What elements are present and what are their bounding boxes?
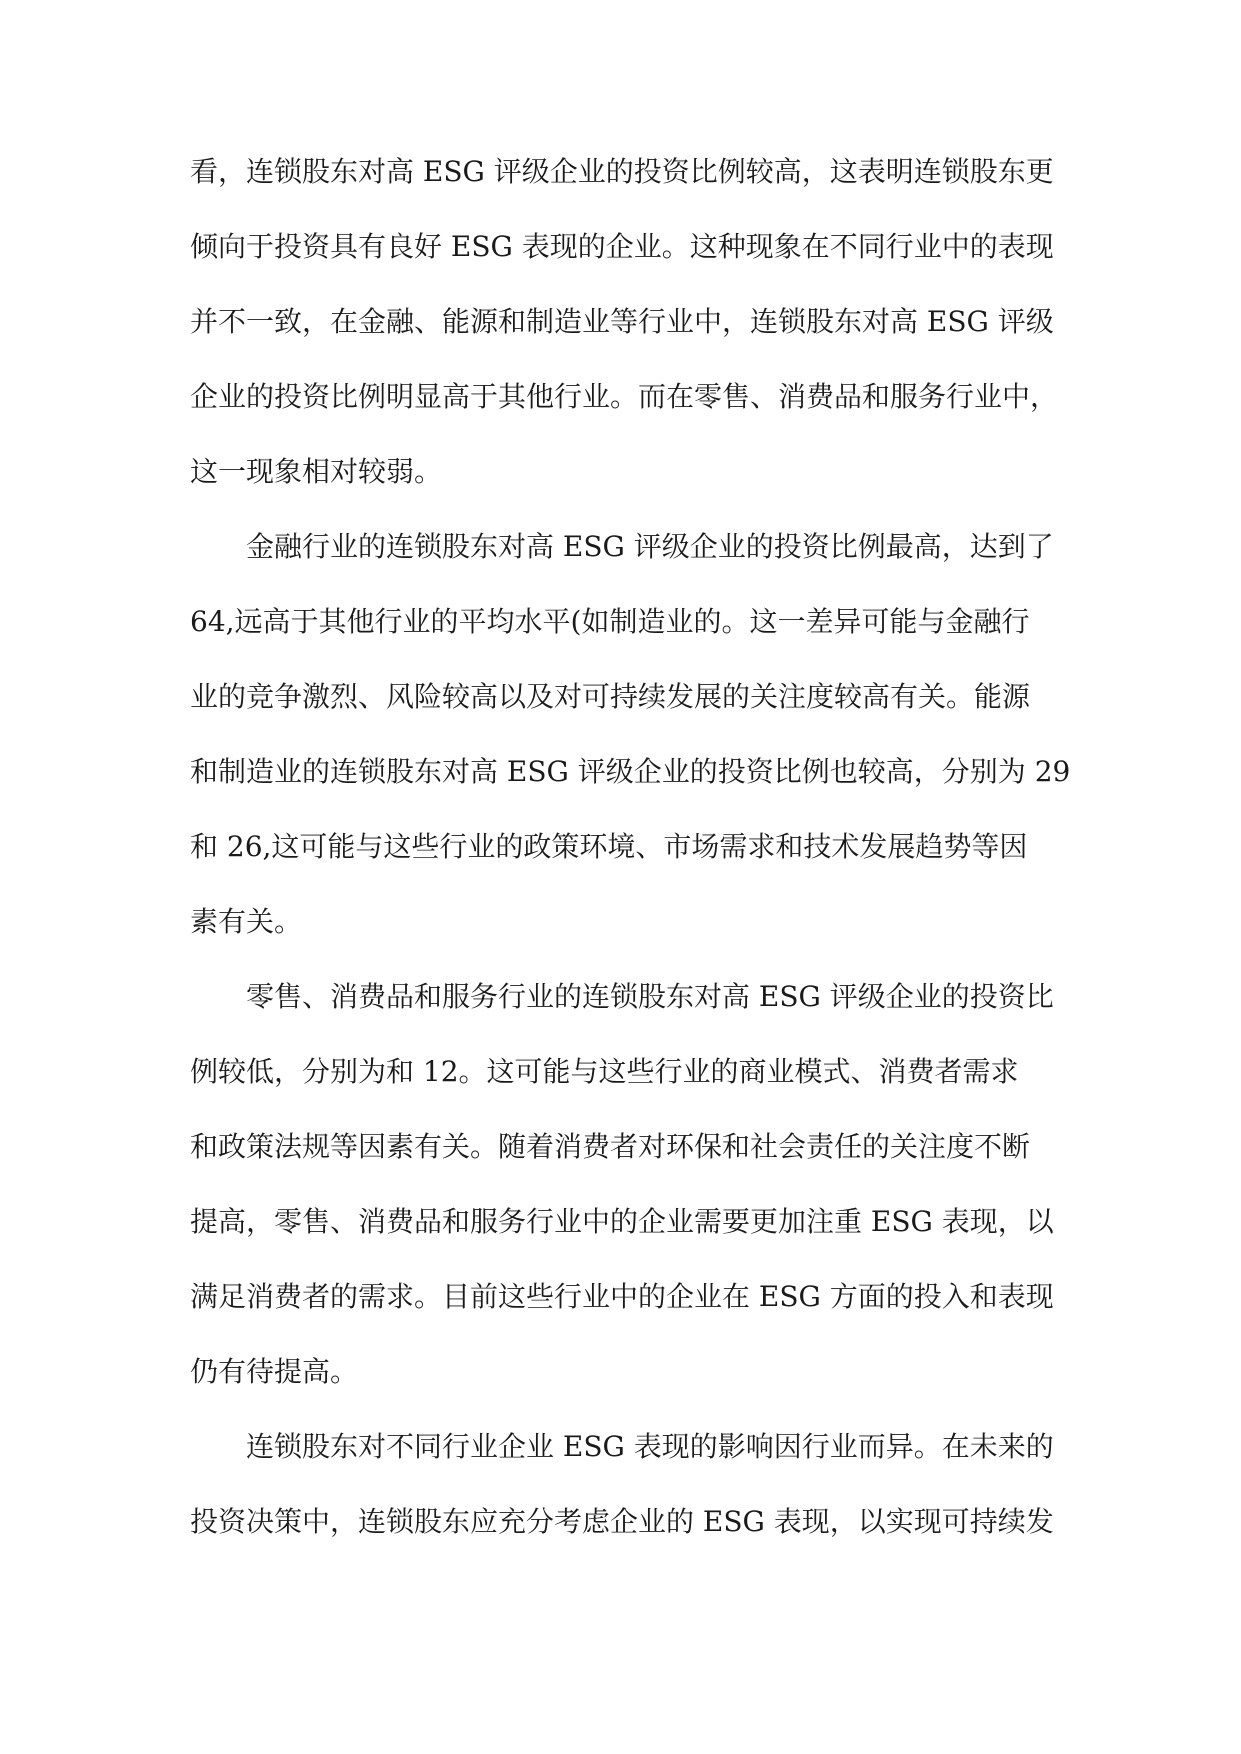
text-line: 满足消费者的需求。目前这些行业中的企业在 ESG 方面的投入和表现 (190, 1280, 1054, 1313)
text-line: 投资决策中，连锁股东应充分考虑企业的 ESG 表现，以实现可持续发 (190, 1505, 1054, 1538)
text-line: 业的竞争激烈、风险较高以及对可持续发展的关注度较高有关。能源 (190, 680, 1031, 713)
text-line: 提高，零售、消费品和服务行业中的企业需要更加注重 ESG 表现，以 (190, 1205, 1054, 1238)
text-line: 和政策法规等因素有关。随着消费者对环保和社会责任的关注度不断 (190, 1130, 1031, 1163)
text-line: 金融行业的连锁股东对高 ESG 评级企业的投资比例最高，达到了 (246, 530, 1054, 563)
text-line: 仍有待提高。 (190, 1355, 359, 1388)
text-line: 倾向于投资具有良好 ESG 表现的企业。这种现象在不同行业中的表现 (190, 230, 1054, 263)
text-line: 素有关。 (190, 905, 303, 938)
text-line: 企业的投资比例明显高于其他行业。而在零售、消费品和服务行业中， (190, 380, 1059, 413)
body-text (190, 144, 1071, 1569)
text-line: 零售、消费品和服务行业的连锁股东对高 ESG 评级企业的投资比 (246, 980, 1054, 1013)
text-line: 连锁股东对不同行业企业 ESG 表现的影响因行业而异。在未来的 (246, 1430, 1054, 1463)
text-line: 并不一致，在金融、能源和制造业等行业中，连锁股东对高 ESG 评级 (190, 305, 1054, 338)
text-line: 例较低，分别为和 12。这可能与这些行业的商业模式、消费者需求 (190, 1055, 1019, 1088)
text-line: 看，连锁股东对高 ESG 评级企业的投资比例较高，这表明连锁股东更 (190, 155, 1054, 188)
text-line: 和制造业的连锁股东对高 ESG 评级企业的投资比例也较高，分别为 29 (190, 755, 1071, 788)
text-line: 这一现象相对较弱。 (190, 455, 443, 488)
text-line: 和 26,这可能与这些行业的政策环境、市场需求和技术发展趋势等因 (190, 830, 1028, 863)
text-line: 64,远高于其他行业的平均水平(如制造业的。这一差异可能与金融行 (190, 605, 1030, 638)
